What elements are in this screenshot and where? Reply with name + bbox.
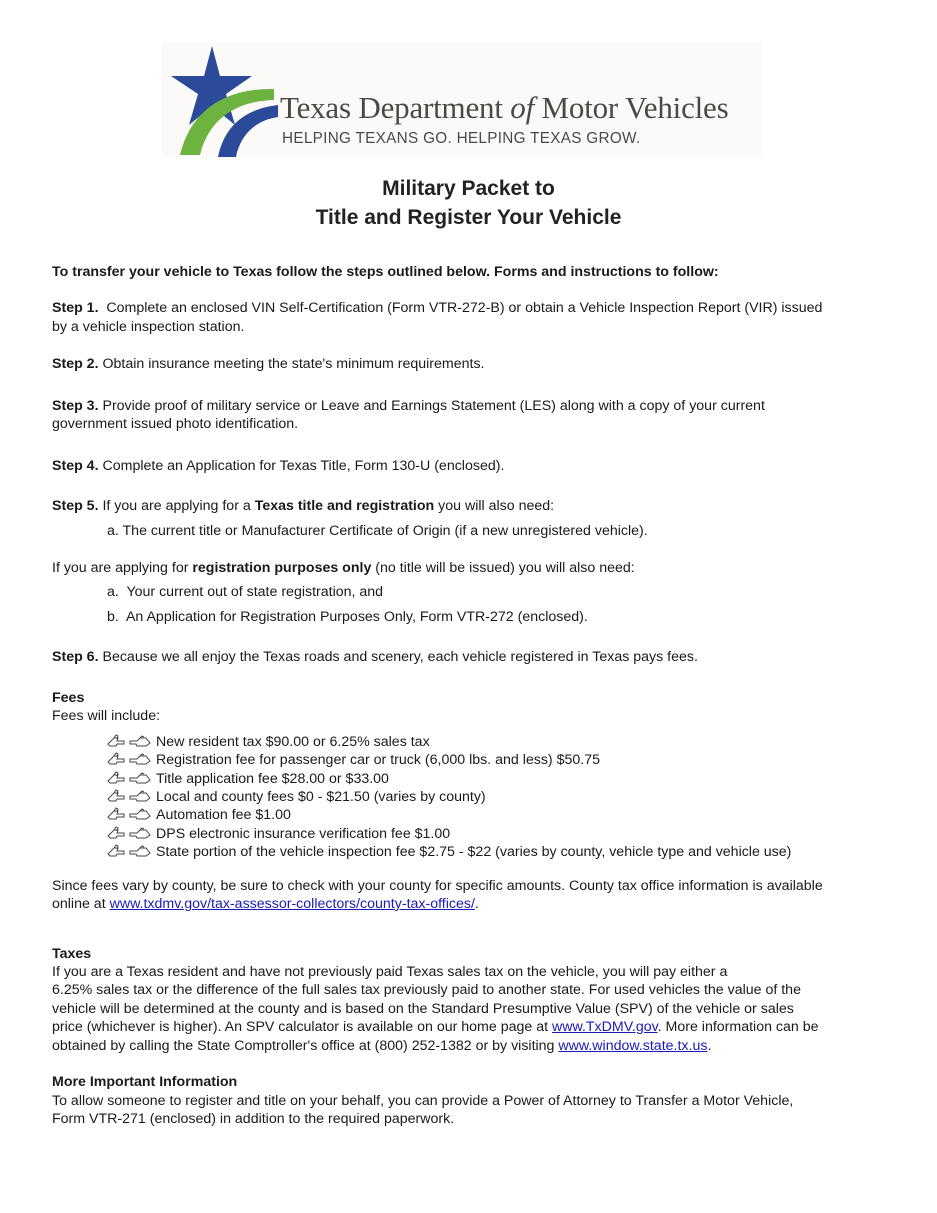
step-5: Step 5. If you are applying for a Texas title and registration you will also need: (52, 498, 555, 514)
page-title-line2: Title and Register Your Vehicle (315, 206, 622, 229)
comptroller-link[interactable]: www.window.state.tx.us (558, 1038, 708, 1054)
more-info-line1: To allow someone to register and title on your behalf, you can provide a Power of Attorney to Transfer a Motor Vehicle, (52, 1093, 794, 1109)
fee-list-item (106, 770, 389, 788)
step-1-cont: by a vehicle inspection station. (52, 319, 245, 335)
pointing-hand-bullet-icon (106, 844, 152, 858)
fees-note-line1: Since fees vary by county, be sure to check with your county for specific amounts. County tax office information is available (52, 878, 823, 894)
taxes-line5: obtained by calling the State Comptroller's office at (800) 252-1382 or by visiting www.window.state.tx.us. (52, 1038, 712, 1054)
organization-name: Texas Department of Motor Vehicles (280, 90, 729, 125)
step-3: Step 3. Provide proof of military service or Leave and Earnings Statement (LES) along with a copy of your current (52, 398, 765, 414)
taxes-heading: Taxes (52, 946, 92, 962)
taxes-line1: If you are a Texas resident and have not previously paid Texas sales tax on the vehicle, you will pay either a (52, 964, 728, 980)
step-4: Step 4. Complete an Application for Texas Title, Form 130-U (enclosed). (52, 458, 505, 474)
fee-item-text: State portion of the vehicle inspection fee $2.75 - $22 (varies by county, vehicle type and vehicle use) (156, 843, 792, 860)
pointing-hand-bullet-icon (106, 807, 152, 821)
taxes-line4: price (whichever is higher). An SPV calculator is available on our home page at www.TxDMV.gov. More information can be (52, 1019, 819, 1035)
taxes-line2: 6.25% sales tax or the difference of the full sales tax previously paid to another state. For used vehicles the value of the (52, 982, 801, 998)
fee-item-text: Local and county fees $0 - $21.50 (varies by county) (156, 788, 486, 805)
pointing-hand-bullet-icon (106, 734, 152, 748)
fee-list-item (106, 825, 450, 843)
pointing-hand-bullet-icon (106, 789, 152, 803)
more-info-line2: Form VTR-271 (enclosed) in addition to the required paperwork. (52, 1111, 455, 1127)
registration-only: If you are applying for registration purposes only (no title will be issued) you will also need: (52, 560, 635, 576)
fee-item-text: Registration fee for passenger car or truck (6,000 lbs. and less) $50.75 (156, 752, 600, 769)
registration-item-a: a. Your current out of state registration, and (107, 584, 384, 600)
county-tax-offices-link[interactable]: www.txdmv.gov/tax-assessor-collectors/county-tax-offices/ (109, 896, 475, 912)
star-swoosh-icon (162, 43, 280, 158)
fee-list-item (106, 788, 486, 806)
fees-intro: Fees will include: (52, 708, 161, 724)
fees-note-line2: online at www.txdmv.gov/tax-assessor-collectors/county-tax-offices/. (52, 896, 479, 912)
txdmv-home-link[interactable]: www.TxDMV.gov (552, 1019, 658, 1035)
fee-item-text: Automation fee $1.00 (156, 807, 291, 824)
step-5-item-a: a. The current title or Manufacturer Certificate of Origin (if a new unregistered vehicle). (107, 523, 648, 539)
fee-item-text: DPS electronic insurance verification fee $1.00 (156, 825, 451, 842)
taxes-line3: vehicle will be determined at the county and is based on the Standard Presumptive Value (SPV) of the vehicle or sales (52, 1001, 794, 1017)
more-info-heading: More Important Information (52, 1074, 238, 1090)
step-6: Step 6. Because we all enjoy the Texas roads and scenery, each vehicle registered in Texas pays fees. (52, 649, 698, 665)
txdmv-logo (162, 43, 762, 158)
fee-list-item (106, 751, 600, 769)
tagline: HELPING TEXANS GO. HELPING TEXAS GROW. (282, 130, 641, 147)
fee-item-text: New resident tax $90.00 or 6.25% sales tax (156, 734, 430, 750)
pointing-hand-bullet-icon (106, 752, 152, 766)
step-1: Step 1. Complete an enclosed VIN Self-Certification (Form VTR-272-B) or obtain a Vehicle Inspection Report (VIR) issued (52, 300, 823, 316)
page-title-line1: Military Packet to (382, 177, 555, 200)
fee-list-item (106, 733, 430, 751)
step-2: Step 2. Obtain insurance meeting the state's minimum requirements. (52, 356, 485, 372)
pointing-hand-bullet-icon (106, 771, 152, 785)
fee-list-item (106, 806, 291, 824)
fee-item-text: Title application fee $28.00 or $33.00 (156, 770, 389, 787)
pointing-hand-bullet-icon (106, 826, 152, 840)
step-3-cont: government issued photo identification. (52, 416, 299, 432)
registration-item-b: b. An Application for Registration Purposes Only, Form VTR-272 (enclosed). (107, 609, 588, 625)
fee-list-item (106, 843, 791, 861)
intro-text: To transfer your vehicle to Texas follow the steps outlined below. Forms and instructions to follow: (52, 264, 719, 280)
fees-heading: Fees (52, 690, 85, 706)
